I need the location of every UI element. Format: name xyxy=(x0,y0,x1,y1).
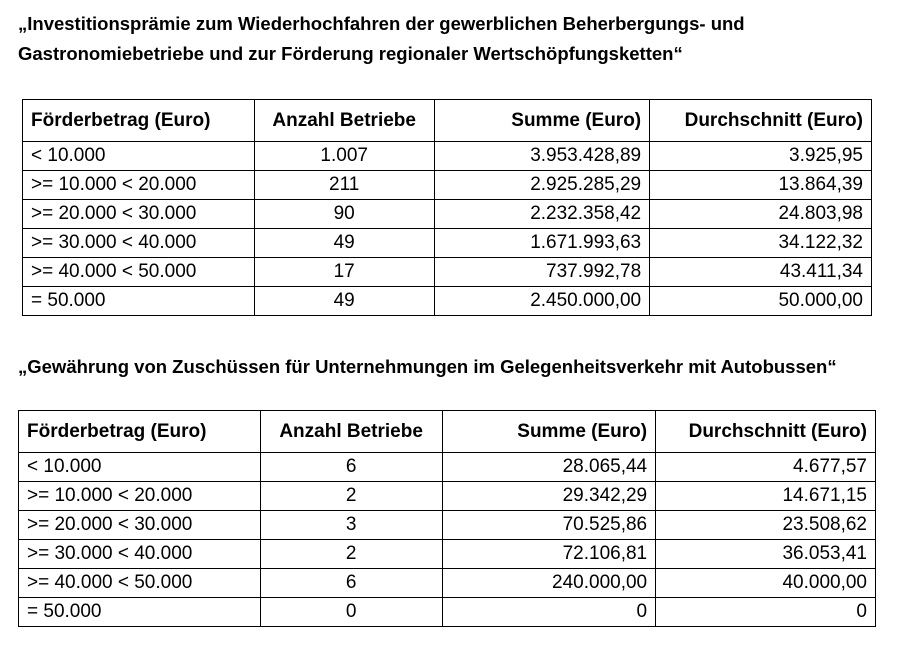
table-row xyxy=(23,287,872,316)
column-header-summe: Summe (Euro) xyxy=(434,100,650,142)
table-row xyxy=(19,540,876,569)
cell-durchschnitt: 14.671,15 xyxy=(656,482,876,511)
cell-anzahl-betriebe: 1.007 xyxy=(254,142,434,171)
cell-anzahl-betriebe: 17 xyxy=(254,258,434,287)
bus-subsidy-table xyxy=(18,410,876,627)
cell-anzahl-betriebe: 90 xyxy=(254,200,434,229)
cell-summe: 240.000,00 xyxy=(442,569,656,598)
table-row xyxy=(19,598,876,627)
cell-summe: 737.992,78 xyxy=(434,258,650,287)
cell-anzahl-betriebe: 211 xyxy=(254,171,434,200)
cell-anzahl-betriebe: 6 xyxy=(260,453,442,482)
cell-anzahl-betriebe: 2 xyxy=(260,540,442,569)
cell-foerderbetrag: = 50.000 xyxy=(19,598,261,627)
column-header-foerderbetrag: Förderbetrag (Euro) xyxy=(19,411,261,453)
cell-foerderbetrag: >= 20.000 < 30.000 xyxy=(23,200,255,229)
cell-anzahl-betriebe: 3 xyxy=(260,511,442,540)
table-row xyxy=(19,569,876,598)
cell-foerderbetrag: >= 40.000 < 50.000 xyxy=(23,258,255,287)
cell-durchschnitt: 13.864,39 xyxy=(650,171,872,200)
cell-durchschnitt: 43.411,34 xyxy=(650,258,872,287)
cell-durchschnitt: 34.122,32 xyxy=(650,229,872,258)
cell-foerderbetrag: >= 40.000 < 50.000 xyxy=(19,569,261,598)
cell-anzahl-betriebe: 49 xyxy=(254,229,434,258)
cell-durchschnitt: 23.508,62 xyxy=(656,511,876,540)
cell-anzahl-betriebe: 2 xyxy=(260,482,442,511)
cell-foerderbetrag: < 10.000 xyxy=(23,142,255,171)
cell-foerderbetrag: >= 10.000 < 20.000 xyxy=(19,482,261,511)
cell-foerderbetrag: >= 30.000 < 40.000 xyxy=(19,540,261,569)
table-header-row xyxy=(23,100,872,142)
column-header-durchschnitt: Durchschnitt (Euro) xyxy=(656,411,876,453)
cell-durchschnitt: 36.053,41 xyxy=(656,540,876,569)
section2-heading xyxy=(18,352,837,382)
table-header-row xyxy=(19,411,876,453)
cell-durchschnitt: 50.000,00 xyxy=(650,287,872,316)
investment-premium-table xyxy=(22,99,872,316)
table-row xyxy=(23,200,872,229)
cell-foerderbetrag: = 50.000 xyxy=(23,287,255,316)
cell-summe: 2.232.358,42 xyxy=(434,200,650,229)
cell-summe: 70.525,86 xyxy=(442,511,656,540)
section1-heading xyxy=(18,9,745,69)
section1-heading-line2: Gastronomiebetriebe und zur Förderung regionaler Wertschöpfungsketten“ xyxy=(18,43,683,64)
table-row xyxy=(19,511,876,540)
table-row xyxy=(23,229,872,258)
section2-heading-text: „Gewährung von Zuschüssen für Unternehmungen im Gelegenheitsverkehr mit Autobussen“ xyxy=(18,356,837,377)
table-row xyxy=(19,482,876,511)
cell-foerderbetrag: >= 10.000 < 20.000 xyxy=(23,171,255,200)
cell-summe: 28.065,44 xyxy=(442,453,656,482)
column-header-anzahl-betriebe: Anzahl Betriebe xyxy=(254,100,434,142)
cell-summe: 1.671.993,63 xyxy=(434,229,650,258)
table-row xyxy=(23,258,872,287)
column-header-anzahl-betriebe: Anzahl Betriebe xyxy=(260,411,442,453)
cell-foerderbetrag: >= 20.000 < 30.000 xyxy=(19,511,261,540)
cell-durchschnitt: 24.803,98 xyxy=(650,200,872,229)
cell-durchschnitt: 40.000,00 xyxy=(656,569,876,598)
cell-durchschnitt: 4.677,57 xyxy=(656,453,876,482)
cell-summe: 2.450.000,00 xyxy=(434,287,650,316)
section1-heading-line1: „Investitionsprämie zum Wiederhochfahren der gewerblichen Beherbergungs- und xyxy=(18,13,745,34)
cell-foerderbetrag: >= 30.000 < 40.000 xyxy=(23,229,255,258)
cell-summe: 3.953.428,89 xyxy=(434,142,650,171)
cell-anzahl-betriebe: 49 xyxy=(254,287,434,316)
column-header-summe: Summe (Euro) xyxy=(442,411,656,453)
table-row xyxy=(23,142,872,171)
cell-anzahl-betriebe: 6 xyxy=(260,569,442,598)
cell-durchschnitt: 3.925,95 xyxy=(650,142,872,171)
cell-summe: 72.106,81 xyxy=(442,540,656,569)
cell-summe: 29.342,29 xyxy=(442,482,656,511)
column-header-foerderbetrag: Förderbetrag (Euro) xyxy=(23,100,255,142)
cell-durchschnitt: 0 xyxy=(656,598,876,627)
table-row xyxy=(19,453,876,482)
column-header-durchschnitt: Durchschnitt (Euro) xyxy=(650,100,872,142)
table-row xyxy=(23,171,872,200)
cell-summe: 0 xyxy=(442,598,656,627)
cell-anzahl-betriebe: 0 xyxy=(260,598,442,627)
cell-summe: 2.925.285,29 xyxy=(434,171,650,200)
cell-foerderbetrag: < 10.000 xyxy=(19,453,261,482)
